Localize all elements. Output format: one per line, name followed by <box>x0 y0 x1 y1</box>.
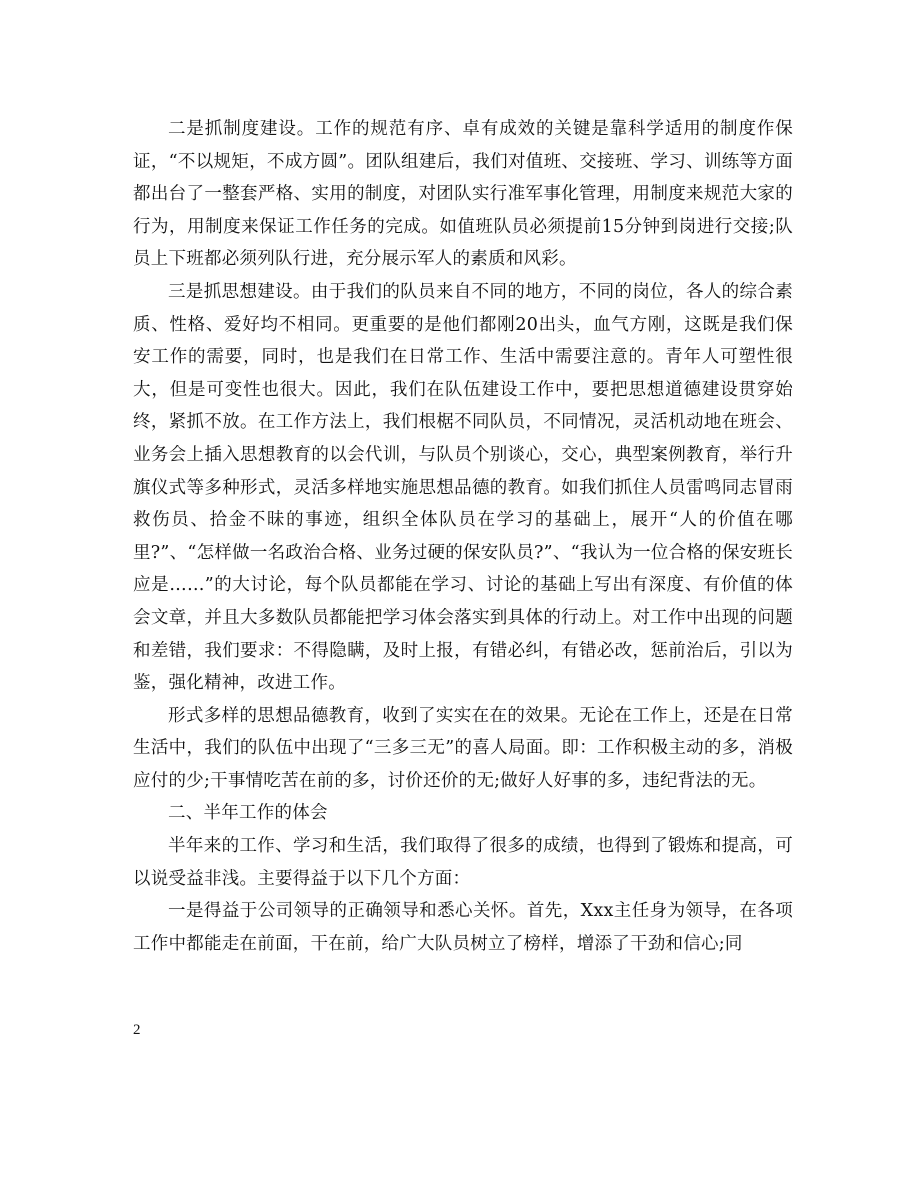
document-body <box>133 113 793 960</box>
paragraph-education-results: 形式多样的思想品德教育，收到了实实在在的效果。无论在工作上，还是在日常生活中，我们的队伍中出现了“三多三无”的喜人局面。即：工作积极主动的多，消极应付的少;干事情吃苦在前的多，讨价还价的无;做好人好事的多，违纪背法的无。 <box>133 705 793 791</box>
page-number: 2 <box>133 1022 141 1038</box>
paragraph-leadership: 一是得益于公司领导的正确领导和悉心关怀。首先，Xxx主任身为领导，在各项工作中都能走在前面，干在前，给广大队员树立了榜样，增添了干劲和信心;同 <box>133 901 793 954</box>
paragraph-half-year-gains: 半年来的工作、学习和生活，我们取得了很多的成绩，也得到了锻炼和提高，可以说受益非浅。主要得益于以下几个方面： <box>133 836 793 889</box>
paragraph-system-building: 二是抓制度建设。工作的规范有序、卓有成效的关键是靠科学适用的制度作保证，“不以规矩，不成方圆”。团队组建后，我们对值班、交接班、学习、训练等方面都出台了一整套严格、实用的制度，对团队实行准军事化管理，用制度来规范大家的行为，用制度来保证工作任务的完成。如值班队员必须提前15分钟到岗进行交接;队员上下班都必须列队行进，充分展示军人的素质和风彩。 <box>133 119 793 270</box>
section-heading: 二、半年工作的体会 <box>168 803 328 824</box>
paragraph-ideology-building: 三是抓思想建设。由于我们的队员来自不同的地方，不同的岗位，各人的综合素质、性格、爱好均不相同。更重要的是他们都刚20出头，血气方刚，这既是我们保安工作的需要，同时，也是我们在日常工作、生活中需要注意的。青年人可塑性很大，但是可变性也很大。因此，我们在队伍建设工作中，要把思想道德建设贯穿始终，紧抓不放。在工作方法上，我们根椐不同队员，不同情况，灵活机动地在班会、业务会上插入思想教育的以会代训，与队员个别谈心，交心，典型案例教育，举行升旗仪式等多种形式，灵活多样地实施思想品德的教育。如我们抓住人员雷鸣同志冒雨救伤员、拾金不昧的事迹，组织全体队员在学习的基础上，展开“人的价值在哪里?”、“怎样做一名政治合格、业务过硬的保安队员?”、“我认为一位合格的保安班长应是……”的大讨论，每个队员都能在学习、讨论的基础上写出有深度、有价值的体会文章，并且大多数队员都能把学习体会落实到具体的行动上。对工作中出现的问题和差错，我们要求：不得隐瞒，及时上报，有错必纠，有错必改，惩前治后，引以为鉴，强化精神，改进工作。 <box>133 281 793 694</box>
